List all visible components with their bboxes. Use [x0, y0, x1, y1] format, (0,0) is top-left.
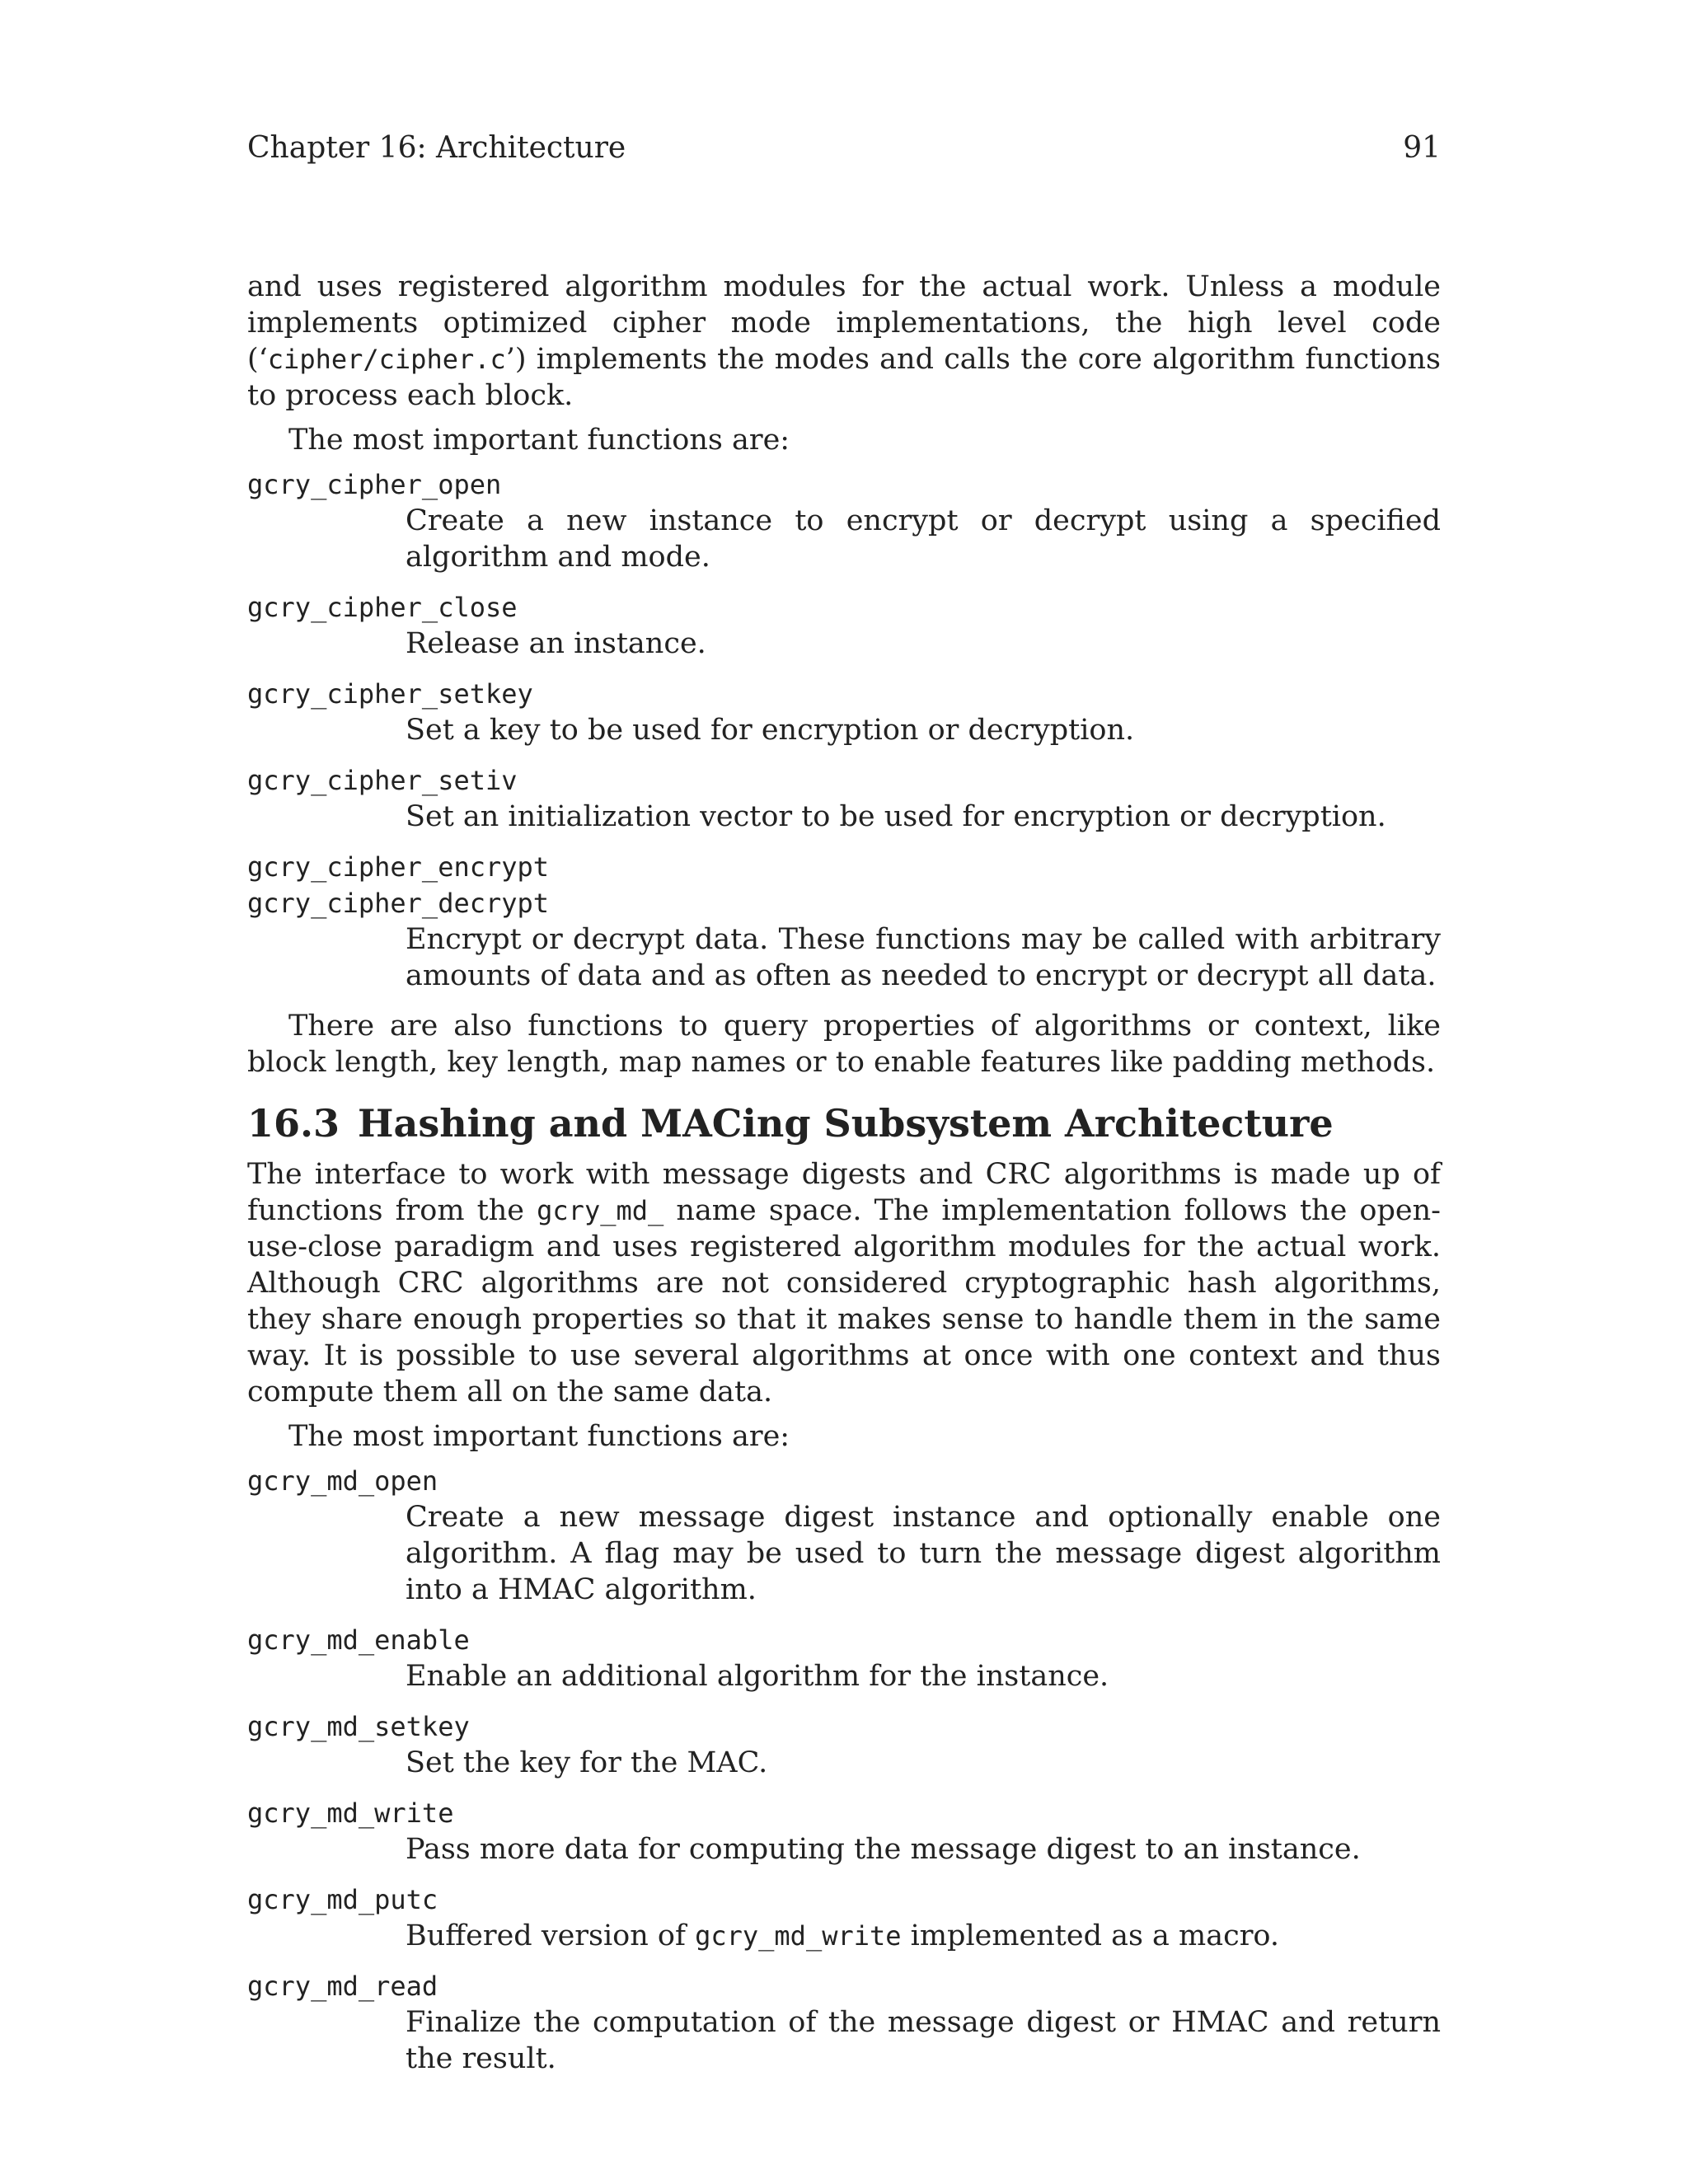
function-name: gcry_cipher_open: [247, 469, 502, 500]
page-number: 91: [1403, 131, 1441, 165]
section-title: Hashing and MACing Subsystem Architecture: [358, 1101, 1334, 1146]
section-text-start: The interface to work with message digests and CRC algorithms is made up of functions from the: [247, 1158, 1441, 1227]
function-name: gcry_md_putc: [247, 1884, 438, 1915]
function-name: gcry_cipher_setiv: [247, 765, 518, 796]
function-description: Set the key for the MAC.: [406, 1746, 768, 1779]
function-description: [406, 1918, 1441, 1954]
intro-text-end: ’) implements the modes and calls the core algorithm functions to process each block.: [247, 343, 1441, 412]
cipher-outro-paragraph: There are also functions to query properties of algorithms or context, like block length, key length, map names or to enable features like padding methods.: [247, 1010, 1441, 1079]
function-description: Set a key to be used for encryption or decryption.: [406, 714, 1135, 747]
function-name: gcry_md_enable: [247, 1624, 470, 1656]
function-name: gcry_cipher_close: [247, 592, 518, 623]
function-entry: [247, 676, 1441, 748]
inline-code-file-path: cipher/cipher.c: [267, 344, 506, 375]
function-entry: [247, 466, 1441, 575]
function-name: gcry_md_write: [247, 1797, 454, 1829]
intro-text-start: and uses registered algorithm modules for the actual work. Unless a module implements optimized cipher mode implementations, the high level code (‘: [247, 270, 1441, 376]
function-entry: [247, 849, 1441, 994]
description-text-start: Buffered version of: [406, 1919, 696, 1952]
cipher-functions-lead: The most important functions are:: [288, 424, 790, 457]
function-description: Release an instance.: [406, 627, 706, 660]
function-entry: [247, 762, 1441, 835]
function-description: Set an initialization vector to be used for encryption or decryption.: [406, 800, 1386, 833]
function-name: gcry_md_open: [247, 1465, 438, 1497]
function-description: Pass more data for computing the message digest to an instance.: [406, 1833, 1361, 1866]
running-header: [247, 128, 1441, 169]
function-description: Encrypt or decrypt data. These functions may be called with arbitrary amounts of data and as often as needed to encrypt or decrypt all data.: [406, 923, 1441, 992]
section-text-end: name space. The implementation follows the open-use-close paradigm and uses registered algorithm modules for the actual work. Although CRC algorithms are not considered cryptographic hash algorithms, they share enough properties so that it makes sense to handle them in the same way. It is possible to use several algorithms at once with one context and thus compute them all on the same data.: [247, 1194, 1441, 1408]
function-entry: [247, 1622, 1441, 1694]
function-name: gcry_cipher_decrypt: [247, 888, 550, 919]
inline-code-namespace: gcry_md_: [537, 1195, 664, 1226]
cipher-function-list: [247, 466, 1441, 994]
function-description: Finalize the computation of the message digest or HMAC and return the result.: [406, 2006, 1441, 2075]
function-entry: [247, 1968, 1441, 2077]
function-name: gcry_md_setkey: [247, 1711, 470, 1742]
function-name: gcry_md_read: [247, 1971, 438, 2002]
function-entry: [247, 1795, 1441, 1868]
function-name: gcry_cipher_setkey: [247, 678, 533, 710]
section-number: 16.3: [247, 1101, 340, 1146]
intro-paragraph: [247, 269, 1441, 414]
md-function-list: [247, 1463, 1441, 2077]
section-intro-paragraph: [247, 1156, 1441, 1410]
function-entry: [247, 1708, 1441, 1781]
function-description: Create a new message digest instance and optionally enable one algorithm. A flag may be used to turn the message digest algorithm into a HMAC algorithm.: [406, 1501, 1441, 1606]
chapter-title: Chapter 16: Architecture: [247, 131, 626, 165]
section-heading: [247, 1099, 1441, 1148]
function-description: Enable an additional algorithm for the instance.: [406, 1660, 1109, 1693]
function-name: gcry_cipher_encrypt: [247, 851, 550, 883]
function-entry: [247, 1882, 1441, 1954]
inline-code-function: gcry_md_write: [695, 1920, 902, 1952]
md-functions-lead: The most important functions are:: [288, 1420, 790, 1453]
function-entry: [247, 589, 1441, 662]
function-description: Create a new instance to encrypt or decrypt using a specified algorithm and mode.: [406, 504, 1441, 574]
page-body: [247, 269, 1441, 2091]
description-text-end: implemented as a macro.: [901, 1919, 1280, 1952]
function-entry: [247, 1463, 1441, 1608]
